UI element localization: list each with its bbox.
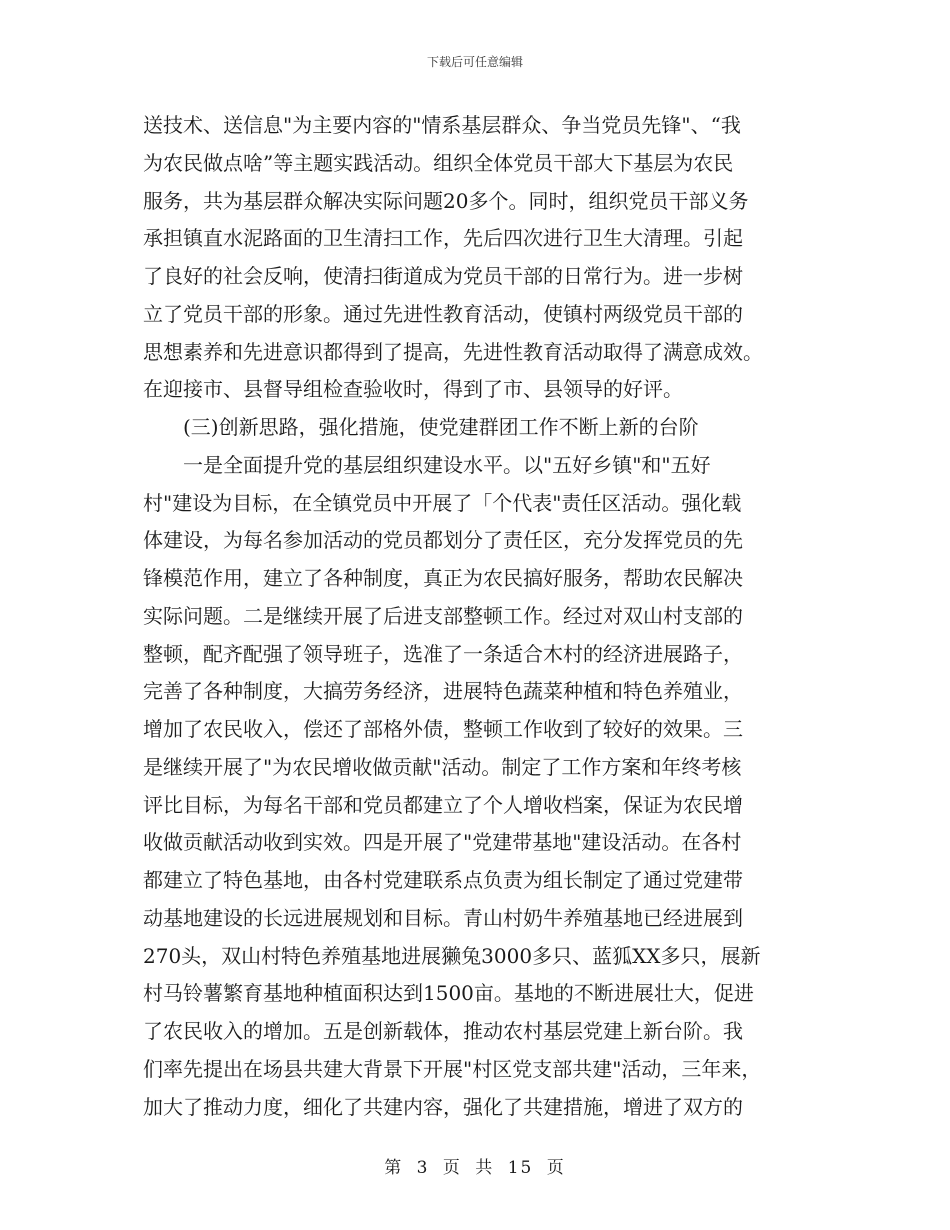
text-line: 村"建设为目标，在全镇党员中开展了「个代表"责任区活动。强化载 bbox=[143, 490, 742, 515]
text-line: 送技术、送信息"为主要内容的"情系基层群众、争当党员先锋"、“我 bbox=[143, 113, 741, 137]
text-line: 思想素养和先进意识都得到了提高，先进性教育活动取得了满意成效。 bbox=[143, 339, 763, 364]
page-header-note: 下载后可任意编辑 bbox=[426, 55, 523, 69]
text-line: 村马铃薯繁育基地种植面积达到1500亩。基地的不断进展壮大，促进 bbox=[143, 981, 754, 1006]
text-line: 一是全面提升党的基层组织建设水平。以"五好乡镇"和"五好 bbox=[143, 452, 711, 477]
text-line: 服务，共为基层群众解决实际问题20多个。同时，组织党员干部义务 bbox=[143, 188, 749, 213]
text-line: 增加了农民收入，偿还了部格外债，整顿工作收到了较好的效果。三 bbox=[143, 717, 743, 741]
text-line: 们率先提出在场县共建大背景下开展"村区党支部共建"活动，三年来， bbox=[143, 1056, 762, 1081]
page-number: 第 3 页 共 15 页 bbox=[384, 1158, 566, 1178]
text-line: 加大了推动力度，细化了共建内容，强化了共建措施，增进了双方的 bbox=[143, 1094, 743, 1119]
text-line: 立了党员干部的形象。通过先进性教育活动，使镇村两级党员干部的 bbox=[143, 301, 743, 326]
text-line: 完善了各种制度，大搞劳务经济，进展特色蔬菜种植和特色养殖业， bbox=[143, 679, 743, 704]
text-line: 是继续开展了"为农民增收做贡献"活动。制定了工作方案和年终考核 bbox=[143, 754, 742, 779]
text-line: 收做贡献活动收到实效。四是开展了"党建带基地"建设活动。在各村 bbox=[143, 830, 742, 855]
text-line: 了良好的社会反响，使清扫街道成为党员干部的日常行为。进一步树 bbox=[143, 264, 743, 288]
text-line: 了农民收入的增加。五是创新载体，推动农村基层党建上新台阶。我 bbox=[143, 1019, 743, 1043]
text-line: 在迎接市、县督导组检查验收时，得到了市、县领导的好评。 bbox=[143, 377, 683, 402]
text-line: 为农民做点啥”等主题实践活动。组织全体党员干部大下基层为农民 bbox=[143, 150, 734, 175]
text-line: 实际问题。二是继续开展了后进支部整顿工作。经过对双山村支部的 bbox=[143, 603, 743, 628]
text-line: 体建设，为每名参加活动的党员都划分了责任区，充分发挥党员的先 bbox=[143, 528, 743, 553]
document-body bbox=[143, 107, 813, 1126]
text-line: 动基地建设的长远进展规划和目标。青山村奶牛养殖基地已经进展到 bbox=[143, 905, 743, 930]
text-line: 锋模范作用，建立了各种制度，真正为农民搞好服务，帮助农民解决 bbox=[143, 566, 743, 590]
text-line: 评比目标，为每名干部和党员都建立了个人增收档案，保证为农民增 bbox=[143, 792, 743, 817]
text-line: 承担镇直水泥路面的卫生清扫工作，先后四次进行卫生大清理。引起 bbox=[143, 226, 743, 251]
section-heading: (三)创新思路，强化措施，使党建群团工作不断上新的台阶 bbox=[143, 415, 699, 439]
text-line: 整顿，配齐配强了领导班子，选准了一条适合木村的经济进展路子， bbox=[143, 641, 743, 666]
text-line: 都建立了特色基地，由各村党建联系点负责为组长制定了通过党建带 bbox=[143, 868, 743, 892]
text-line: 270头，双山村特色养殖基地进展獭兔3000多只、蓝狐XX多只，展新 bbox=[143, 943, 761, 968]
